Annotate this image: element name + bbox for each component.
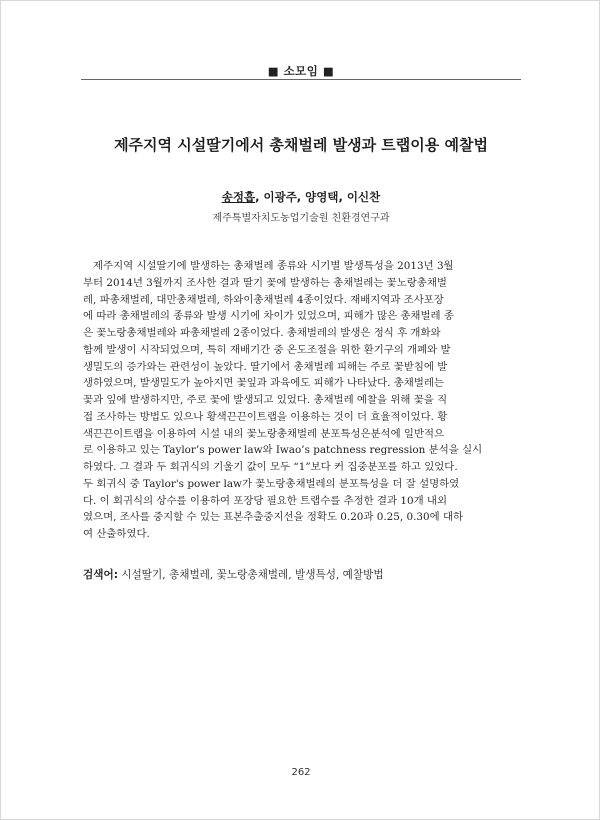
keywords-label: 검색어:: [83, 569, 118, 581]
abstract-line: 함께 발생이 시작되었으며, 특히 재배기간 중 온도조절을 위한 환기구의 개폐와 발: [83, 343, 451, 356]
abstract-line: 다. 이 회귀식의 상수를 이용하여 포장당 필요한 트랩수를 추정한 결과 10개 내외: [83, 494, 448, 507]
co-authors: , 이광주, 양영택, 이신찬: [255, 190, 381, 204]
abstract-line: 두 회귀식 중 Taylor's power law가 꽃노랑총채벌레의 분포특성을 더 잘 설명하였: [83, 477, 460, 490]
abstract-line: 생하였으며, 발생밀도가 높아지면 꽃잎과 과육에도 피해가 나타났다. 총채벌레는: [83, 377, 444, 390]
abstract-line: 꽃과 잎에 발생하지만, 주로 꽃에 발생되고 있었다. 총채벌레 예찰을 위해 꽃을 직: [83, 394, 448, 406]
keywords-text: 시설딸기, 총채벌레, 꽃노랑총채벌레, 발생특성, 예찰방법: [117, 569, 384, 581]
abstract-line: 로 이용하고 있는 Taylor’s power law와 Iwao’s patchness regression 분석을 실시: [83, 444, 483, 457]
abstract-line: 부터 2014년 3월까지 조사한 결과 딸기 꽃에 발생하는 총채벌레는 꽃노랑총채벌: [83, 276, 447, 289]
abstract-line: 레, 파총채벌레, 대만총채벌레, 하와이총채벌레 4종이었다. 재배지역과 조사포장: [83, 293, 444, 306]
abstract-line: 색끈끈이트랩을 이용하여 시설 내의 꽃노랑총채벌레 분포특성은분석에 일반적으: [83, 427, 445, 440]
section-header: ■ 소모임 ■: [267, 64, 335, 78]
affiliation: 제주특별자치도농업기술원 친환경연구과: [212, 213, 390, 224]
abstract-line: 제주지역 시설딸기에 발생하는 총채벌레 종류와 시기별 발생특성을 2013년 3월: [93, 260, 454, 272]
corresponding-author: 송정흡: [221, 190, 256, 204]
keywords: [83, 567, 523, 582]
abstract-line: 에 따라 총채벌레의 종류와 발생 시기에 차이가 있었으며, 피해가 많은 총채벌레 종: [83, 310, 454, 323]
paper-title: 제주지역 시설딸기에서 총채벌레 발생과 트랩이용 예찰법: [114, 136, 488, 154]
abstract-line: 여 산출하였다.: [83, 528, 150, 540]
abstract-line: 였으며, 조사를 중지할 수 있는 표본추출중지선을 정확도 0.20과 0.25, 0.30에 대하: [83, 511, 464, 524]
abstract-line: 접 조사하는 방법도 있으나 황색끈끈이트랩을 이용하는 것이 더 효율적이었다. 황: [83, 410, 448, 423]
abstract: [83, 258, 523, 543]
abstract-line: 하였다. 그 결과 두 회귀식의 기울기 값이 모두 “1”보다 커 집중분포를 하고 있었다.: [83, 461, 458, 473]
abstract-line: 은 꽃노랑총채벌레와 파총채벌레 2종이었다. 총채벌레의 발생은 정식 후 개화와: [83, 327, 441, 339]
author-list: [81, 189, 521, 205]
abstract-line: 생밀도의 증가와는 관련성이 높았다. 딸기에서 총채벌레 피해는 주로 꽃받침에 발: [83, 360, 448, 373]
header-rule: [81, 79, 521, 80]
page-number: 262: [291, 767, 311, 778]
